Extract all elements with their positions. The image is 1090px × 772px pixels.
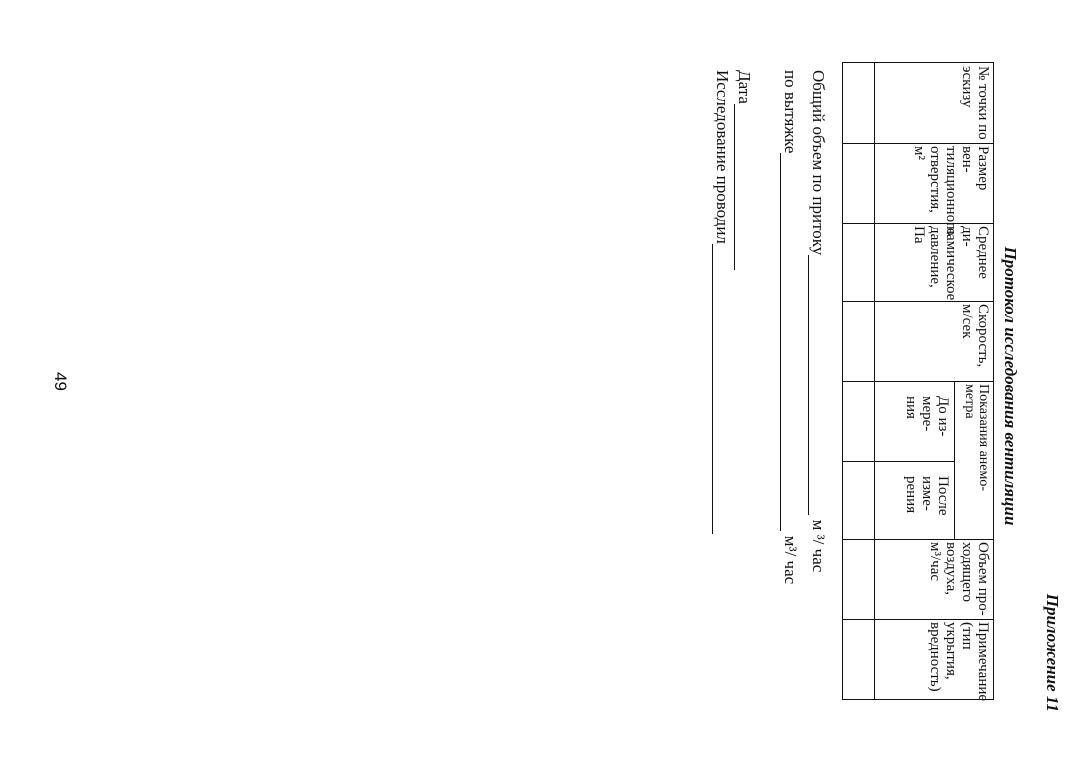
header-divider [874,63,875,699]
col-anemometer-group: Показания анемо- метра [962,384,991,492]
col-divider [843,461,955,462]
exhaust-blank [780,153,781,531]
col-opening-size: Размер вен- тиляционного отверстия, м² [911,146,991,236]
researcher-label: Исследование проводил [713,70,732,244]
date-blank [734,104,735,270]
group-divider [954,381,955,539]
intake-blank [808,255,809,515]
researcher-blank [712,244,713,534]
intake-label: Общий объем по притоку [809,70,828,256]
col-note: Примечание (тип укрытия, вредность) [927,622,991,702]
page-number: 49 [51,372,70,391]
col-point-number: № точки по эскизу [959,66,991,140]
date-line [734,70,754,270]
col-air-volume: Объем про- ходящего воздуха, м³/час [927,542,991,616]
exhaust-label: по вытяжке [781,70,800,154]
date-label: Дата [735,70,754,104]
col-dynamic-pressure: Среднее ди- намическое давление, Па [911,226,991,301]
intake-line [808,70,828,572]
col-velocity: Скорость, м/сек [959,304,991,368]
protocol-title: Протокол исследования вентиляции [1001,246,1020,526]
appendix-label: Приложение 11 [1043,593,1062,712]
col-after-measure: После изме- рения [903,476,951,516]
intake-unit: м ³/ час [809,519,828,573]
col-before-measure: До из- мере- ния [903,396,951,437]
researcher-line [712,70,732,534]
ventilation-table [842,62,994,700]
exhaust-line [780,70,800,584]
exhaust-unit: м³/ час [781,535,800,585]
